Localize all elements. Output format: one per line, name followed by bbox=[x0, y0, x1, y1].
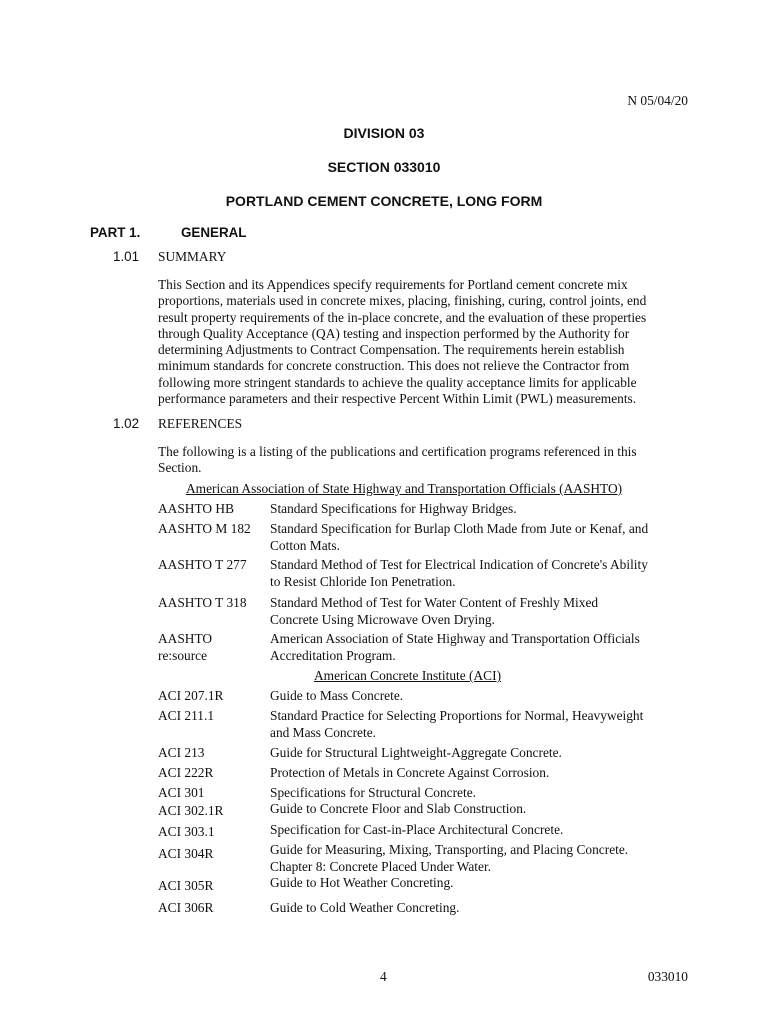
ref-desc: Standard Specifications for Highway Bridges. bbox=[270, 501, 517, 516]
division-title: DIVISION 03 bbox=[343, 125, 425, 141]
ref-desc: Protection of Metals in Concrete Against Corrosion. bbox=[270, 765, 550, 780]
ref-desc: American Association of State Highway and Transportation Officials Accreditation Program. bbox=[270, 631, 640, 663]
ref-code: ACI 303.1 bbox=[158, 824, 215, 839]
part-number: PART 1. bbox=[90, 225, 141, 240]
summary-line: result property requirements of the in-place concrete, and the evaluation of these properties bbox=[158, 309, 647, 325]
ref-desc: Standard Method of Test for Electrical Indication of Concrete's Ability to Resist Chloride Ion Penetration. bbox=[270, 557, 648, 589]
ref-desc: Guide to Concrete Floor and Slab Construction. bbox=[270, 801, 527, 816]
ref-code: ACI 222R bbox=[158, 765, 214, 780]
ref-desc: Guide to Mass Concrete. bbox=[270, 688, 404, 703]
summary-line: minimum standards for concrete construction. This does not relieve the Contractor from bbox=[158, 358, 630, 374]
ref-code: ACI 213 bbox=[158, 745, 205, 760]
summary-line: through Quality Acceptance (QA) testing and inspection performed by the Authority for bbox=[158, 325, 630, 341]
ref-code: ACI 301 bbox=[158, 785, 205, 800]
article-number-1-01: 1.01 bbox=[113, 249, 140, 264]
ref-code: AASHTO M 182 bbox=[158, 521, 251, 536]
ref-desc: Specification for Cast-in-Place Architectural Concrete. bbox=[270, 822, 564, 837]
ref-code: AASHTO T 318 bbox=[158, 595, 247, 610]
ref-desc: Standard Specification for Burlap Cloth Made from Jute or Kenaf, and Cotton Mats. bbox=[270, 521, 649, 553]
article-number-1-02: 1.02 bbox=[113, 416, 140, 431]
summary-paragraph bbox=[158, 277, 678, 407]
ref-code: ACI 306R bbox=[158, 900, 214, 915]
ref-code: AASHTO T 277 bbox=[158, 557, 247, 572]
article-title-references: REFERENCES bbox=[158, 416, 243, 431]
ref-desc: Guide to Hot Weather Concreting. bbox=[270, 875, 454, 890]
aci-heading: American Concrete Institute (ACI) bbox=[314, 668, 502, 683]
part-title: GENERAL bbox=[181, 225, 247, 240]
section-title: SECTION 033010 bbox=[327, 159, 441, 175]
references-intro bbox=[158, 444, 678, 477]
ref-code: ACI 302.1R bbox=[158, 803, 224, 818]
intro-line: Section. bbox=[158, 460, 202, 476]
summary-line: proportions, materials used in concrete mixes, placing, finishing, curing, control joints, end bbox=[158, 293, 647, 309]
summary-line: following more stringent standards to achieve the quality acceptance limits for applicable bbox=[158, 374, 637, 390]
aashto-heading: American Association of State Highway and Transportation Officials (AASHTO) bbox=[186, 481, 623, 496]
page-number: 4 bbox=[380, 969, 387, 984]
ref-desc: Standard Practice for Selecting Proportions for Normal, Heavyweight and Mass Concrete. bbox=[270, 708, 644, 740]
ref-code: ACI 305R bbox=[158, 878, 214, 893]
ref-code: AASHTO re:source bbox=[158, 631, 213, 663]
intro-line: The following is a listing of the publications and certification programs referenced in this bbox=[158, 444, 637, 459]
section-name: PORTLAND CEMENT CONCRETE, LONG FORM bbox=[225, 193, 543, 209]
summary-line: This Section and its Appendices specify requirements for Portland cement concrete mix bbox=[158, 277, 628, 292]
ref-code: ACI 304R bbox=[158, 846, 214, 861]
ref-code: ACI 211.1 bbox=[158, 708, 215, 723]
ref-desc: Guide for Structural Lightweight-Aggregate Concrete. bbox=[270, 745, 562, 760]
summary-line: performance parameters and their respective Percent Within Limit (PWL) measurements. bbox=[158, 391, 637, 407]
summary-line: determining Adjustments to Contract Compensation. The requirements herein establish bbox=[158, 342, 625, 358]
ref-desc: Standard Method of Test for Water Content of Freshly Mixed Concrete Using Microwave Oven Drying. bbox=[270, 595, 599, 627]
ref-desc: Specifications for Structural Concrete. bbox=[270, 785, 476, 800]
ref-desc: Guide for Measuring, Mixing, Transporting, and Placing Concrete. Chapter 8: Concrete Placed Under Water. bbox=[270, 842, 629, 874]
ref-desc: Guide to Cold Weather Concreting. bbox=[270, 900, 460, 915]
ref-code: AASHTO HB bbox=[158, 501, 235, 516]
footer-section-number: 033010 bbox=[647, 969, 688, 984]
revision-date: N 05/04/20 bbox=[627, 93, 688, 108]
article-title-summary: SUMMARY bbox=[158, 249, 227, 264]
ref-code: ACI 207.1R bbox=[158, 688, 224, 703]
